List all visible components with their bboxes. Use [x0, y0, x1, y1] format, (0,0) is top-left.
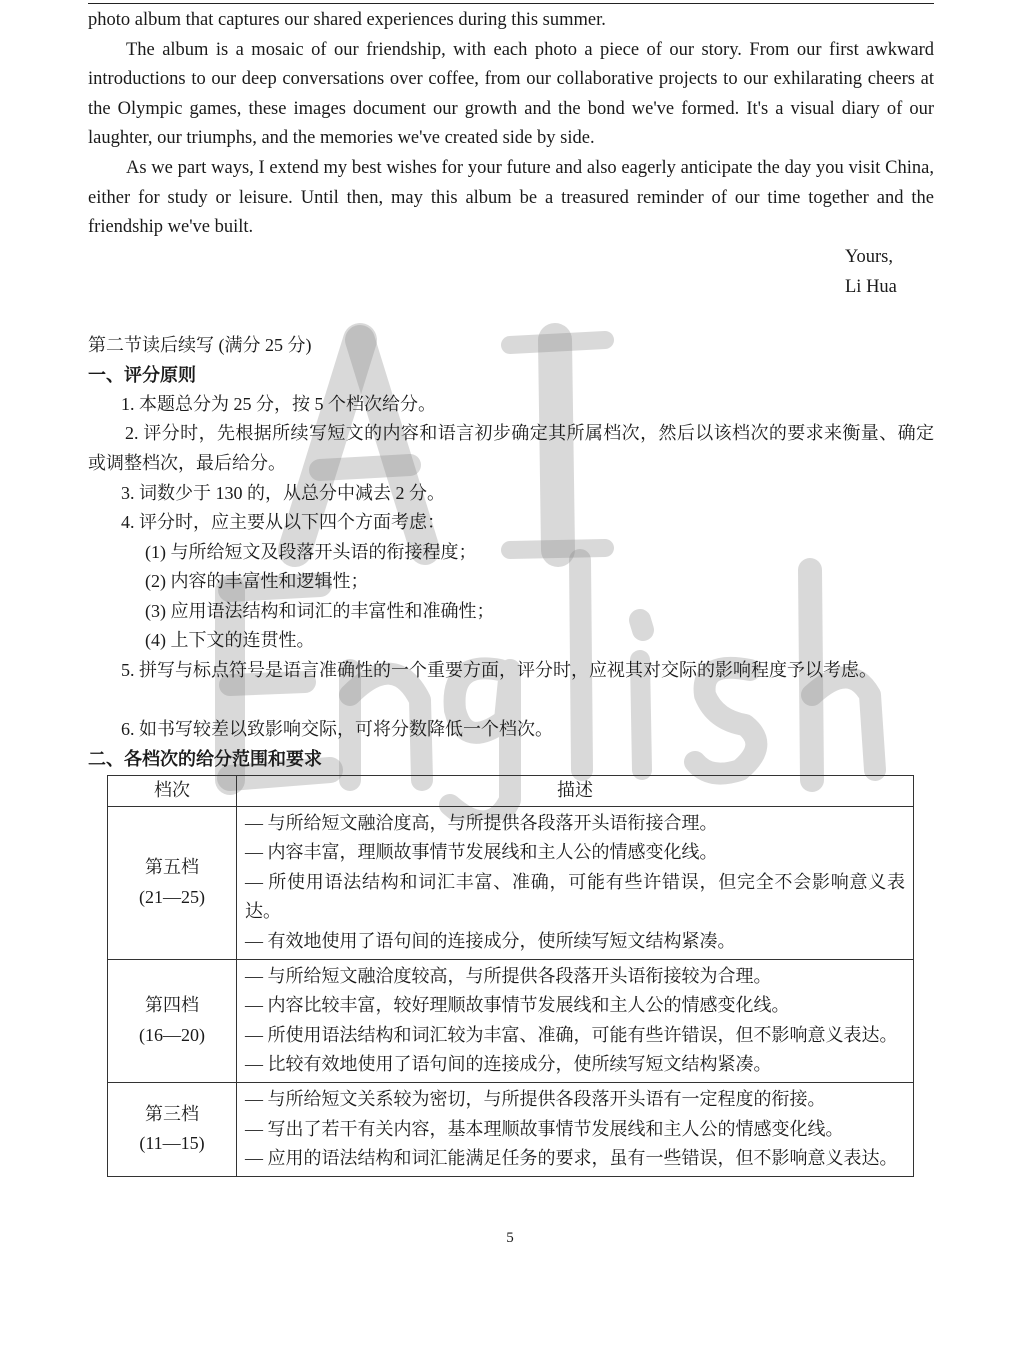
- level-cell: [108, 959, 237, 1082]
- rule-1: 1. 本题总分为 25 分，按 5 个档次给分。: [121, 394, 436, 414]
- rule-4: 4. 评分时，应主要从以下四个方面考虑：: [121, 512, 445, 532]
- top-rule: [88, 3, 934, 4]
- level-range: (16—20): [139, 1024, 205, 1045]
- grading-table: [107, 775, 914, 1177]
- description-cell: [237, 1082, 914, 1176]
- level-name: 第四档: [145, 995, 199, 1016]
- letter-paragraph: photo album that captures our shared experiences during this summer.: [88, 10, 606, 30]
- table-row: [108, 806, 914, 959]
- rule-5: 5. 拼写与标点符号是语言准确性的一个重要方面，评分时，应视其对交际的影响程度予以考虑。: [121, 660, 877, 680]
- description-line: — 内容比较丰富，较好理顺故事情节发展线和主人公的情感变化线。: [245, 995, 790, 1016]
- rule-4-item: (1) 与所给短文及段落开头语的衔接程度；: [145, 542, 477, 562]
- table-row: [108, 1082, 914, 1176]
- description-line: — 有效地使用了语句间的连接成分，使所续写短文结构紧凑。: [245, 930, 736, 951]
- description-line: — 与所给短文关系较为密切，与所提供各段落开头语有一定程度的衔接。: [245, 1088, 826, 1109]
- description-line: — 所使用语法结构和词汇丰富、准确，可能有些许错误，但完全不会影响意义表达。: [245, 871, 905, 922]
- section-title: 第二节读后续写 (满分 25 分): [88, 335, 312, 355]
- letter-paragraph: As we part ways, I extend my best wishes for your future and also eagerly anticipate the day you visit China, either for study or leisure. Until then, may this album be a treasured reminder of our time together and the friendship we've built.: [88, 157, 934, 238]
- description-line: — 比较有效地使用了语句间的连接成分，使所续写短文结构紧凑。: [245, 1054, 772, 1075]
- rule-6: 6. 如书写较差以致影响交际，可将分数降低一个档次。: [121, 719, 553, 739]
- level-cell: [108, 1082, 237, 1176]
- level-name: 第三档: [145, 1103, 199, 1124]
- rule-4-item: (2) 内容的丰富性和逻辑性；: [145, 571, 369, 591]
- rule-4-item: (4) 上下文的连贯性。: [145, 630, 315, 650]
- description-line: — 写出了若干有关内容，基本理顺故事情节发展线和主人公的情感变化线。: [245, 1118, 844, 1139]
- page-number: 5: [506, 1230, 514, 1246]
- level-range: (11—15): [139, 1133, 205, 1154]
- description-line: — 所使用语法结构和词汇较为丰富、准确，可能有些许错误，但不影响意义表达。: [245, 1024, 898, 1045]
- principles-heading: 一、评分原则: [88, 365, 196, 385]
- letter-body: [88, 6, 934, 243]
- column-header-description: 描述: [237, 776, 914, 807]
- table-header-row: [108, 776, 914, 807]
- description-cell: [237, 806, 914, 959]
- description-line: — 与所给短文融洽度较高，与所提供各段落开头语衔接较为合理。: [245, 965, 772, 986]
- level-range: (21—25): [139, 886, 205, 907]
- level-name: 第五档: [145, 856, 199, 877]
- rule-4-item: (3) 应用语法结构和词汇的丰富性和准确性；: [145, 601, 495, 621]
- description-line: — 内容丰富，理顺故事情节发展线和主人公的情感变化线。: [245, 842, 718, 863]
- description-cell: [237, 959, 914, 1082]
- letter-paragraph: The album is a mosaic of our friendship, with each photo a piece of our story. From our first awkward introductions to our deep conversations over coffee, from our collaborative projects to our exhilarating cheers at the Olympic games, these images document our growth and the bond we've formed. It's a visual diary of our laughter, our triumphs, and the memories we've created side by side.: [88, 39, 934, 149]
- level-cell: [108, 806, 237, 959]
- table-row: [108, 959, 914, 1082]
- rule-3: 3. 词数少于 130 的，从总分中减去 2 分。: [121, 483, 445, 503]
- grades-heading: 二、各档次的给分范围和要求: [88, 749, 322, 769]
- rule-2: 2. 评分时，先根据所续写短文的内容和语言初步确定其所属档次，然后以该档次的要求来衡量、确定或调整档次，最后给分。: [88, 423, 934, 473]
- description-line: — 与所给短文融洽度高，与所提供各段落开头语衔接合理。: [245, 812, 718, 833]
- letter-signature: Li Hua: [845, 277, 897, 297]
- letter-closing: Yours,: [845, 247, 893, 267]
- column-header-level: 档次: [108, 776, 237, 807]
- description-line: — 应用的语法结构和词汇能满足任务的要求，虽有一些错误，但不影响意义表达。: [245, 1148, 898, 1169]
